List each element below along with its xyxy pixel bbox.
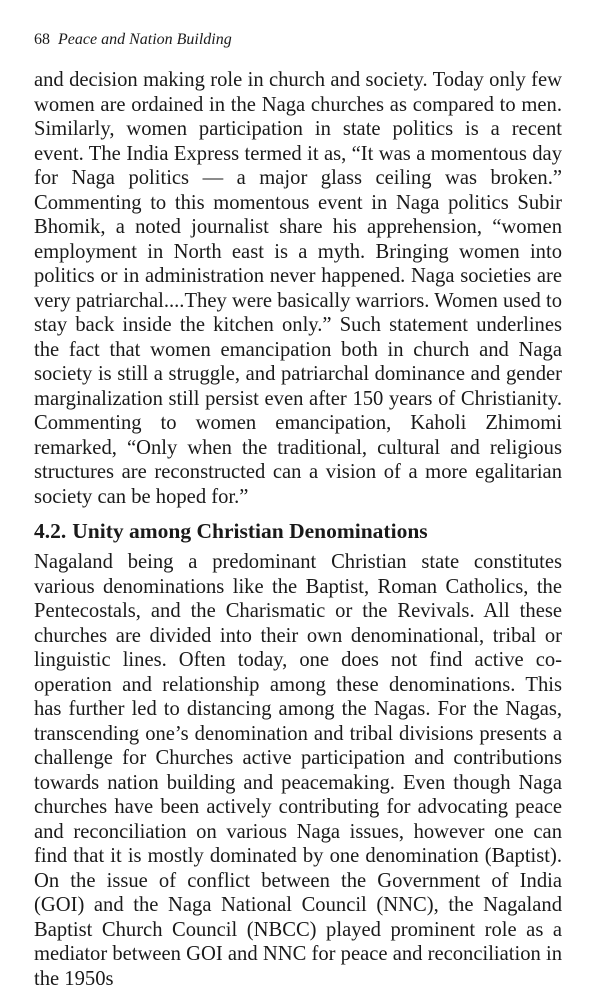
paragraph-christian-denominations: Nagaland being a predominant Christian state constitutes various denominations like the Baptist, Roman Catholics, the Pentecostals, and the Charismatic or the Revivals. All these churches are divided into their own denominational, tribal or linguistic lines. Often today, one does not find active co-operation and relationship among these denominations. This has further led to distancing among the Nagas. For the Nagas, transcending one’s denomination and tribal divisions presents a challenge for Churches active participation and contributions towards nation building and peacemaking. Even though Naga churches have been actively contributing for advocating peace and reconciliation on various Naga issues, however one can find that it is mostly dominated by one denomination (Baptist). On the issue of conflict between the Government of India (GOI) and the Naga National Council (NNC), the Nagaland Baptist Church Council (NBCC) played prominent role as a mediator between GOI and NNC for peace and reconciliation in the 1950s <box>34 551 562 990</box>
section-heading <box>34 518 428 544</box>
paragraph-women-emancipation: and decision making role in church and society. Today only few women are ordained in the Naga churches as compared to men. Similarly, women participation in state politics is a recent event. The India Express termed it as, “It was a momentous day for Naga politics — a major glass ceiling was broken.” Commenting to this momentous event in Naga politics Subir Bhomik, a noted journalist share his apprehension, “women employment in North east is a myth. Bringing women into politics or in administration never happened. Naga societies are very patriarchal....They were basically warriors. Women used to stay back inside the kitchen only.” Such statement underlines the fact that women emancipation both in church and Naga society is still a struggle, and patriarchal dominance and gender marginalization still persist even after 150 years of Christianity. Commenting to women emancipation, Kaholi Zhimomi remarked, “Only when the traditional, cultural and religious structures are reconstructed can a vision of a more egalitarian society can be hoped for.” <box>34 69 562 508</box>
section-number: 4.2. <box>34 519 67 543</box>
book-title: Peace and Nation Building <box>58 31 232 48</box>
section-title: Unity among Christian Denominations <box>72 519 428 543</box>
page-number: 68 <box>34 31 50 48</box>
running-header <box>34 30 232 50</box>
